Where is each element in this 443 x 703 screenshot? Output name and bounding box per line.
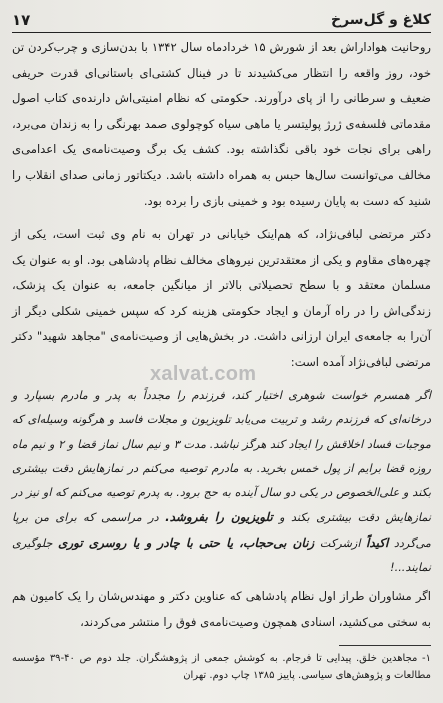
quote-emphasis-1: تلویزیون را بفروشد. <box>165 510 273 525</box>
page-header <box>12 8 431 32</box>
quote-emphasis-3: زنان بی‌حجاب، یا حتی با چادر و یا روسری توری <box>57 535 315 550</box>
header-rule <box>12 32 431 33</box>
paragraph-2: دکتر مرتضی لبافی‌نژاد، که هم‌اینک خیابانی در تهران به نام وی ثبت است، یکی از چهره‌های مقاوم و یکی از معتقدترین نیروهای مخالف نظام پادشاهی بود. او به عنوان یک مسلمان معتقد و با سطح تحصیلاتی بالاتر از میانگین جامعه، به عنوان یک پزشک، زندگی‌اش را در راه آرمان و ایجاد حکومتی هزینه کرد که سپس خمینی شکلی دیگر از آن‌را به جامعه‌ی ایران ارزانی داشت. در بخش‌هایی از وصیت‌نامه‌ی "مجاهد شهید" دکتر مرتضی لبافی‌نژاد آمده است: <box>12 227 431 369</box>
will-quote <box>12 384 431 580</box>
footnote: ۱- مجاهدین خلق. پیدایی تا فرجام. به کوشش جمعی از پژوهشگران. جلد دوم ص ۴۰-۳۹ مؤسسه مطالعات و پژوهش‌های سیاسی. پاییز ۱۳۸۵ چاپ دوم. تهران <box>12 653 431 681</box>
book-title: کلاغ و گل‌سرخ <box>331 12 431 28</box>
quote-part-4: جلوگیری نمایند...! <box>12 536 431 575</box>
closing-paragraph: اگر مشاوران طراز اول نظام پادشاهی که عناوین دکتر و مهندس‌شان را یک کامیون هم به سختی می‌کشید، اسنادی همچون وصیت‌نامه‌ی فوق را منتشر می‌کردند، <box>12 589 431 629</box>
quote-part-1: اگر همسرم خواست شوهری اختیار کند، فرزندم را مجدداً به پدر و مادرم بسپارد و درخانه‌ای که فرزندم رشد و تربیت می‌یابد تلویزیون و مجلات فاسد و هرگونه وسیله‌ای که موجبات فساد اخلاقش را ایجاد کند هرگز نباشد. مدت ۳ و نیم سال نماز قضا و ۲ و نیم ماه روزه قضا برایم از پول خمس بخرید. به مادرم توصیه می‌کنم در نمازهایش دقت بیشتری بکند و علی‌الخصوص در یکی دو سال آینده به حج برود. به پدرم توصیه می‌کنم که او نیز در نمازهایش دقت بیشتری بکند و <box>12 389 432 525</box>
watermark: xalvat.com <box>150 363 257 385</box>
quote-part-3: ازشرکت <box>314 536 367 550</box>
footnote-rule <box>339 645 431 646</box>
quote-part-2: در مراسمی که برای من برپا می‌گردد <box>12 511 431 550</box>
quote-emphasis-2: اکیداً <box>366 535 389 550</box>
paragraph-1: روحانیت هواداراش بعد از شورش ۱۵ خردادماه سال ۱۳۴۲ با بدن‌سازی و چرب‌کردن تن خود، روز واقعه را انتظار می‌کشیدند تا در فینال کشتی‌ای باستانی‌ای قدرت حریفی ضعیف و سرطانی را از پای درآورند. حکومتی که نظام امنیتی‌اش دارنده‌ی کتاب اصول مقدماتی فلسفه‌ی ژرژ پولیتسر یا ماهی سیاه کوچولوی صمد بهرنگی را به زندان می‌برد، راهی برای نجات خود باقی نگذاشته بود. کشف یک برگ وصیت‌نامه‌ی یک اعدامی‌ی مخالف می‌توانست سال‌ها حبس به همراه داشته باشد. دیکتاتور زمانی صدای انقلاب را شنید که دست به پایان رسیده بود و خمینی بازی را برده بود. <box>12 40 432 208</box>
page-number: ۱۷ <box>12 11 31 29</box>
